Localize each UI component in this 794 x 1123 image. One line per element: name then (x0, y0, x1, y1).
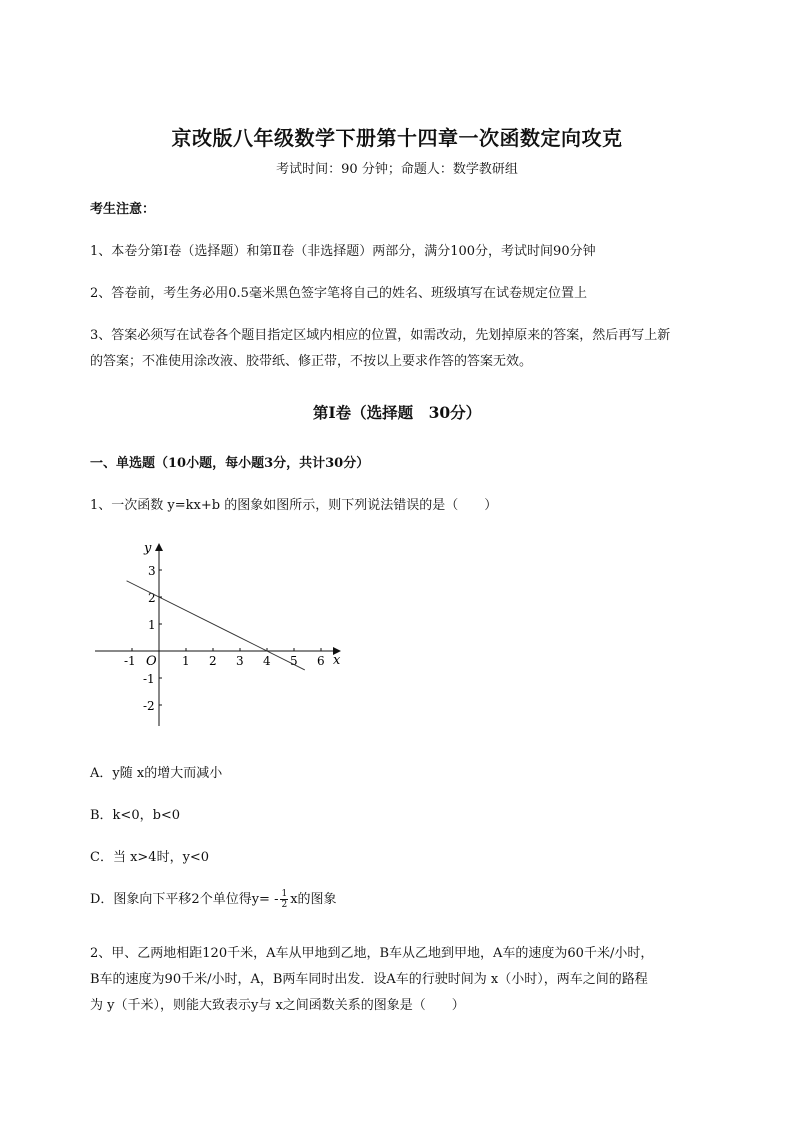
option-b: B．k<0，b<0 (90, 808, 181, 823)
y-axis-label: y (144, 541, 152, 556)
origin-label: O (146, 654, 157, 669)
notice-item-2: 2、答卷前，考生务必用0.5毫米黑色签字笔将自己的姓名、班级填写在试卷规定位置上 (90, 286, 587, 301)
notice-item-1: 1、本卷分第Ⅰ卷（选择题）和第Ⅱ卷（非选择题）两部分，满分100分，考试时间90分钟 (90, 244, 596, 259)
question-1-stem: 1、一次函数 y=kx+b 的图象如图所示，则下列说法错误的是（ ） (90, 498, 498, 513)
x-tick-label: 5 (290, 654, 298, 668)
x-tick-label: 6 (317, 654, 325, 668)
notice-item-3-continued: 的答案；不准使用涂改液、胶带纸、修正带，不按以上要求作答的答案无效。 (90, 354, 533, 369)
notice-heading: 考生注意： (90, 202, 156, 217)
notice-item-3: 3、答案必须写在试卷各个题目指定区域内相应的位置，如需改动，先划掉原来的答案，然后再写上新 (90, 328, 671, 343)
y-tick-label: 3 (148, 564, 156, 578)
function-graph (90, 536, 360, 731)
y-tick-label: 2 (148, 591, 156, 605)
page-title: 京改版八年级数学下册第十四章一次函数定向攻克 (171, 126, 623, 150)
option-a: A．y随 x的增大而减小 (90, 766, 223, 781)
part-heading: 一、单选题（10小题，每小题3分，共计30分） (90, 456, 370, 471)
option-d-text-end: x的图象 (290, 892, 337, 907)
option-d (90, 888, 337, 910)
exam-info: 考试时间：90 分钟；命题人：数学教研组 (276, 162, 518, 177)
fraction-denominator: 2 (281, 900, 288, 910)
question-2-line-1: 2、甲、乙两地相距120千米，A车从甲地到乙地，B车从乙地到甲地，A车的速度为60千米/小时， (90, 946, 654, 961)
option-c: C．当 x>4时，y<0 (90, 850, 210, 865)
option-d-fraction (280, 889, 288, 910)
y-tick-label: 1 (148, 618, 156, 632)
option-d-text: D．图象向下平移2个单位得y= - (90, 892, 279, 907)
x-tick-label: 3 (236, 654, 244, 668)
x-tick-label: 4 (263, 654, 271, 668)
x-tick-label: -1 (124, 654, 136, 668)
x-tick-label: 2 (209, 654, 217, 668)
y-tick-label: -1 (143, 672, 155, 686)
y-tick-label: -2 (143, 699, 155, 713)
fraction-numerator: 1 (281, 889, 288, 899)
section-title: 第Ⅰ卷（选择题 30分） (312, 403, 482, 422)
x-tick-label: 1 (182, 654, 190, 668)
question-2-line-3: 为 y（千米），则能大致表示y与 x之间函数关系的图象是（ ） (90, 998, 465, 1013)
x-axis-label: x (333, 653, 341, 668)
question-2-line-2: B车的速度为90千米/小时，A，B两车同时出发．设A车的行驶时间为 x（小时），两车之间的路程 (90, 972, 648, 987)
